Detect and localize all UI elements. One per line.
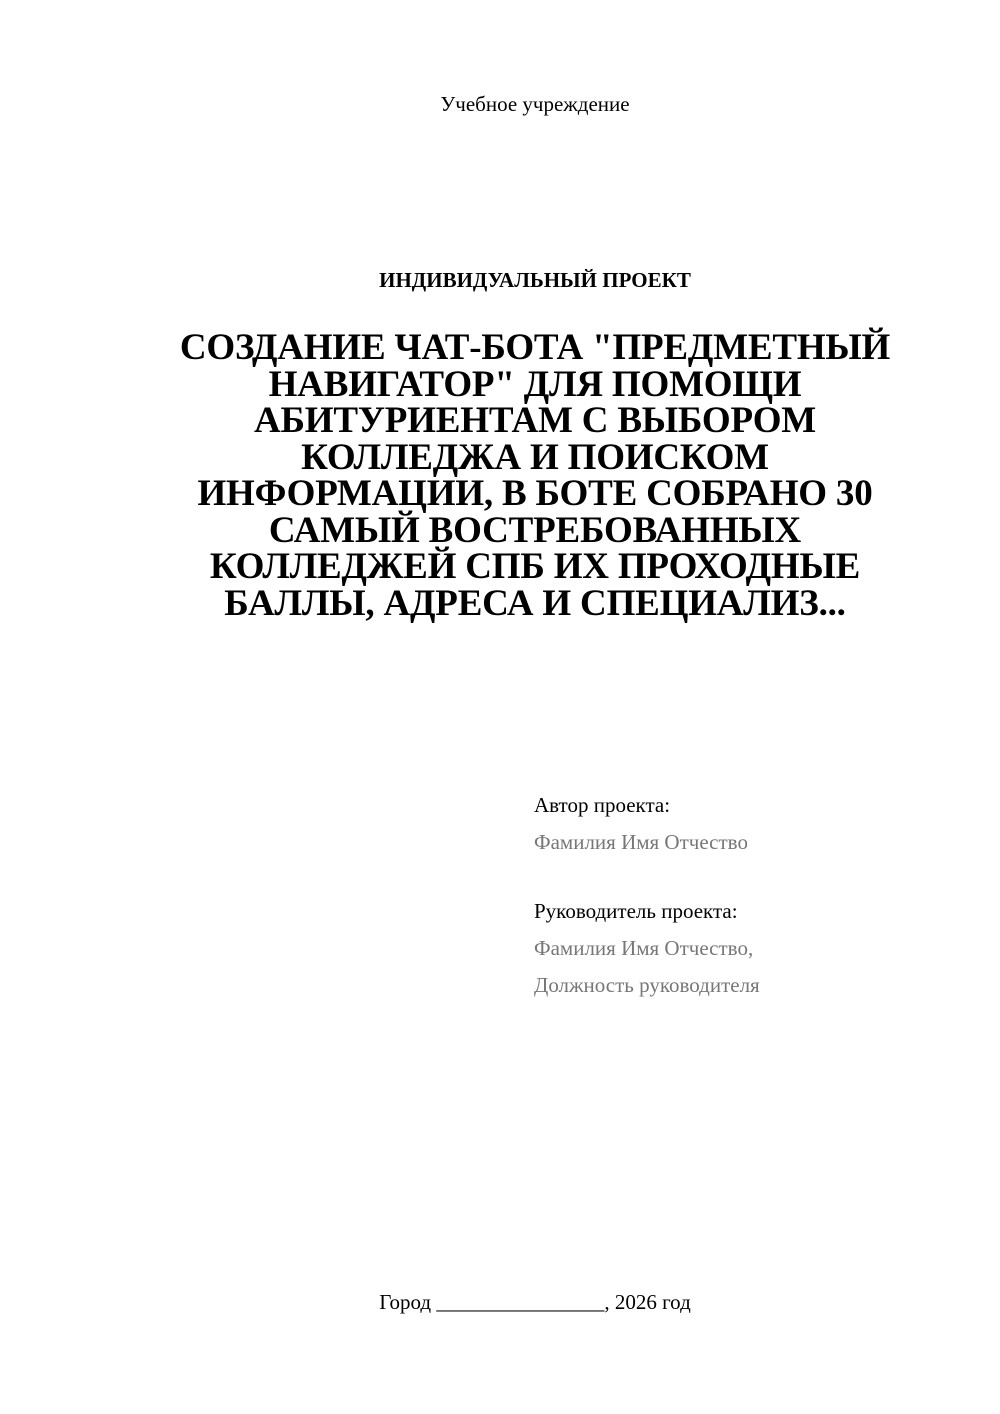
supervisor-block: [534, 893, 760, 1004]
project-title: [150, 327, 920, 624]
title-line: КОЛЛЕДЖЕЙ СПБ ИХ ПРОХОДНЫЕ: [209, 546, 861, 587]
project-type: ИНДИВИДУАЛЬНЫЙ ПРОЕКТ: [379, 268, 691, 292]
author-block: [534, 787, 748, 861]
author-label: Автор проекта:: [534, 793, 671, 817]
title-line: НАВИГАТОР" ДЛЯ ПОМОЩИ: [268, 363, 802, 405]
city-year: Город ________________, 2026 год: [379, 1290, 691, 1314]
institution-name: Учебное учреждение: [440, 92, 630, 116]
title-line: САМЫЙ ВОСТРЕБОВАННЫХ: [268, 509, 802, 551]
supervisor-label: Руководитель проекта:: [534, 899, 738, 923]
supervisor-name: Фамилия Имя Отчество,: [534, 936, 754, 960]
title-line: ИНФОРМАЦИИ, В БОТЕ СОБРАНО 30: [197, 473, 873, 514]
title-line: АБИТУРИЕНТАМ С ВЫБОРОМ: [253, 400, 817, 441]
author-name: Фамилия Имя Отчество: [534, 830, 748, 854]
title-line: СОЗДАНИЕ ЧАТ-БОТА "ПРЕДМЕТНЫЙ: [179, 327, 891, 368]
title-line: КОЛЛЕДЖА И ПОИСКОМ: [301, 436, 769, 478]
title-line: БАЛЛЫ, АДРЕСА И СПЕЦИАЛИЗ...: [224, 582, 846, 624]
supervisor-position: Должность руководителя: [534, 973, 760, 997]
